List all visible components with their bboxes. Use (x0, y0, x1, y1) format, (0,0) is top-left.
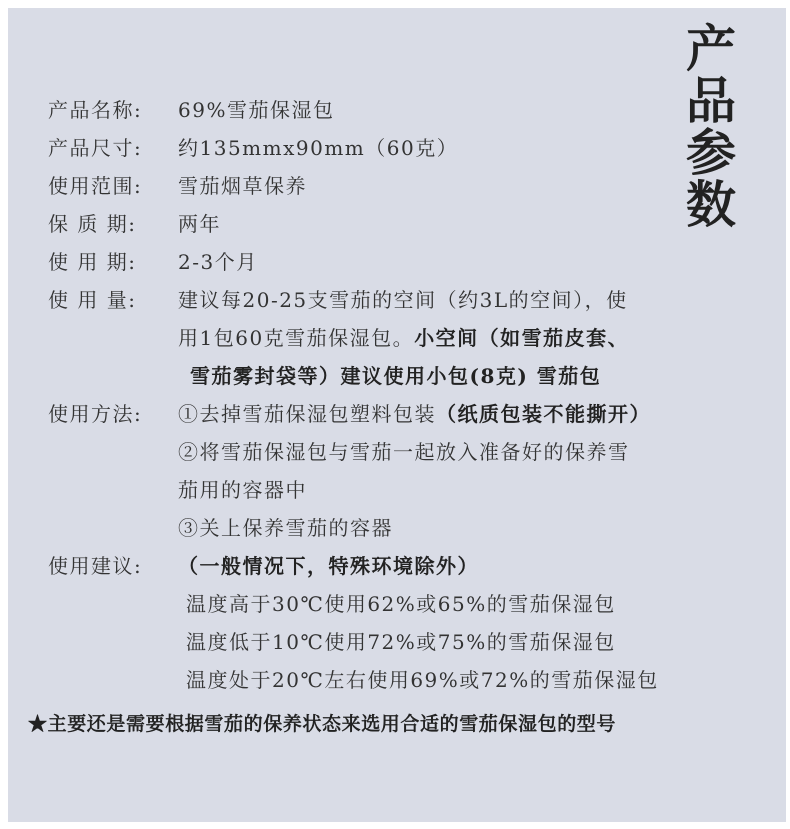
usage-amount-label: 使 用 量: (48, 288, 137, 312)
usage-amount-line2-normal: 用1包60克雪茄保湿包。 (178, 326, 415, 350)
usage-period-value: 2-3个月 (178, 250, 258, 274)
usage-scope-row (48, 174, 307, 198)
shelf-life-label: 保 质 期: (48, 212, 137, 236)
usage-period-row (48, 250, 258, 274)
usage-method-label: 使用方法: (48, 402, 143, 426)
advice-line1: 温度高于30℃使用62%或65%的雪茄保湿包 (186, 592, 616, 616)
advice-line3: 温度处于20℃左右使用69%或72%的雪茄保湿包 (186, 668, 659, 692)
product-size-label: 产品尺寸: (48, 136, 143, 160)
method-step1-normal: ①去掉雪茄保湿包塑料包装 (178, 402, 436, 426)
usage-advice-row (48, 554, 479, 578)
product-size-value: 约135mmx90mm（60克） (178, 136, 459, 160)
advice-line2: 温度低于10℃使用72%或75%的雪茄保湿包 (186, 630, 616, 654)
usage-scope-label: 使用范围: (48, 174, 143, 198)
section-title: 产品参数 (678, 22, 737, 230)
usage-advice-label: 使用建议: (48, 554, 143, 578)
usage-amount-line1: 建议每20-25支雪茄的空间（约3L的空间），使 (178, 288, 628, 312)
usage-amount-line2 (178, 326, 629, 350)
product-name-label: 产品名称: (48, 98, 143, 122)
method-step1-bold: （纸质包装不能撕开） (436, 402, 651, 426)
usage-scope-value: 雪茄烟草保养 (178, 174, 307, 198)
footer-note: ★主要还是需要根据雪茄的保养状态来选用合适的雪茄保湿包的型号 (28, 713, 617, 735)
usage-amount-row (48, 288, 628, 312)
advice-heading: （一般情况下，特殊环境除外） (178, 554, 479, 578)
usage-period-label: 使 用 期: (48, 250, 137, 274)
usage-amount-line3: 雪茄雾封袋等）建议使用小包(8克) 雪茄包 (190, 364, 602, 388)
product-size-row (48, 136, 458, 160)
product-name-value: 69%雪茄保湿包 (178, 98, 335, 122)
product-name-row (48, 98, 334, 122)
method-step3: ③关上保养雪茄的容器 (178, 516, 393, 540)
method-step2-line1: ②将雪茄保湿包与雪茄一起放入准备好的保养雪 (178, 440, 630, 464)
usage-method-row (48, 402, 651, 426)
method-step2-line2: 茄用的容器中 (178, 478, 307, 502)
usage-amount-line2-bold: 小空间（如雪茄皮套、 (414, 326, 630, 350)
shelf-life-value: 两年 (178, 212, 221, 236)
shelf-life-row (48, 212, 221, 236)
